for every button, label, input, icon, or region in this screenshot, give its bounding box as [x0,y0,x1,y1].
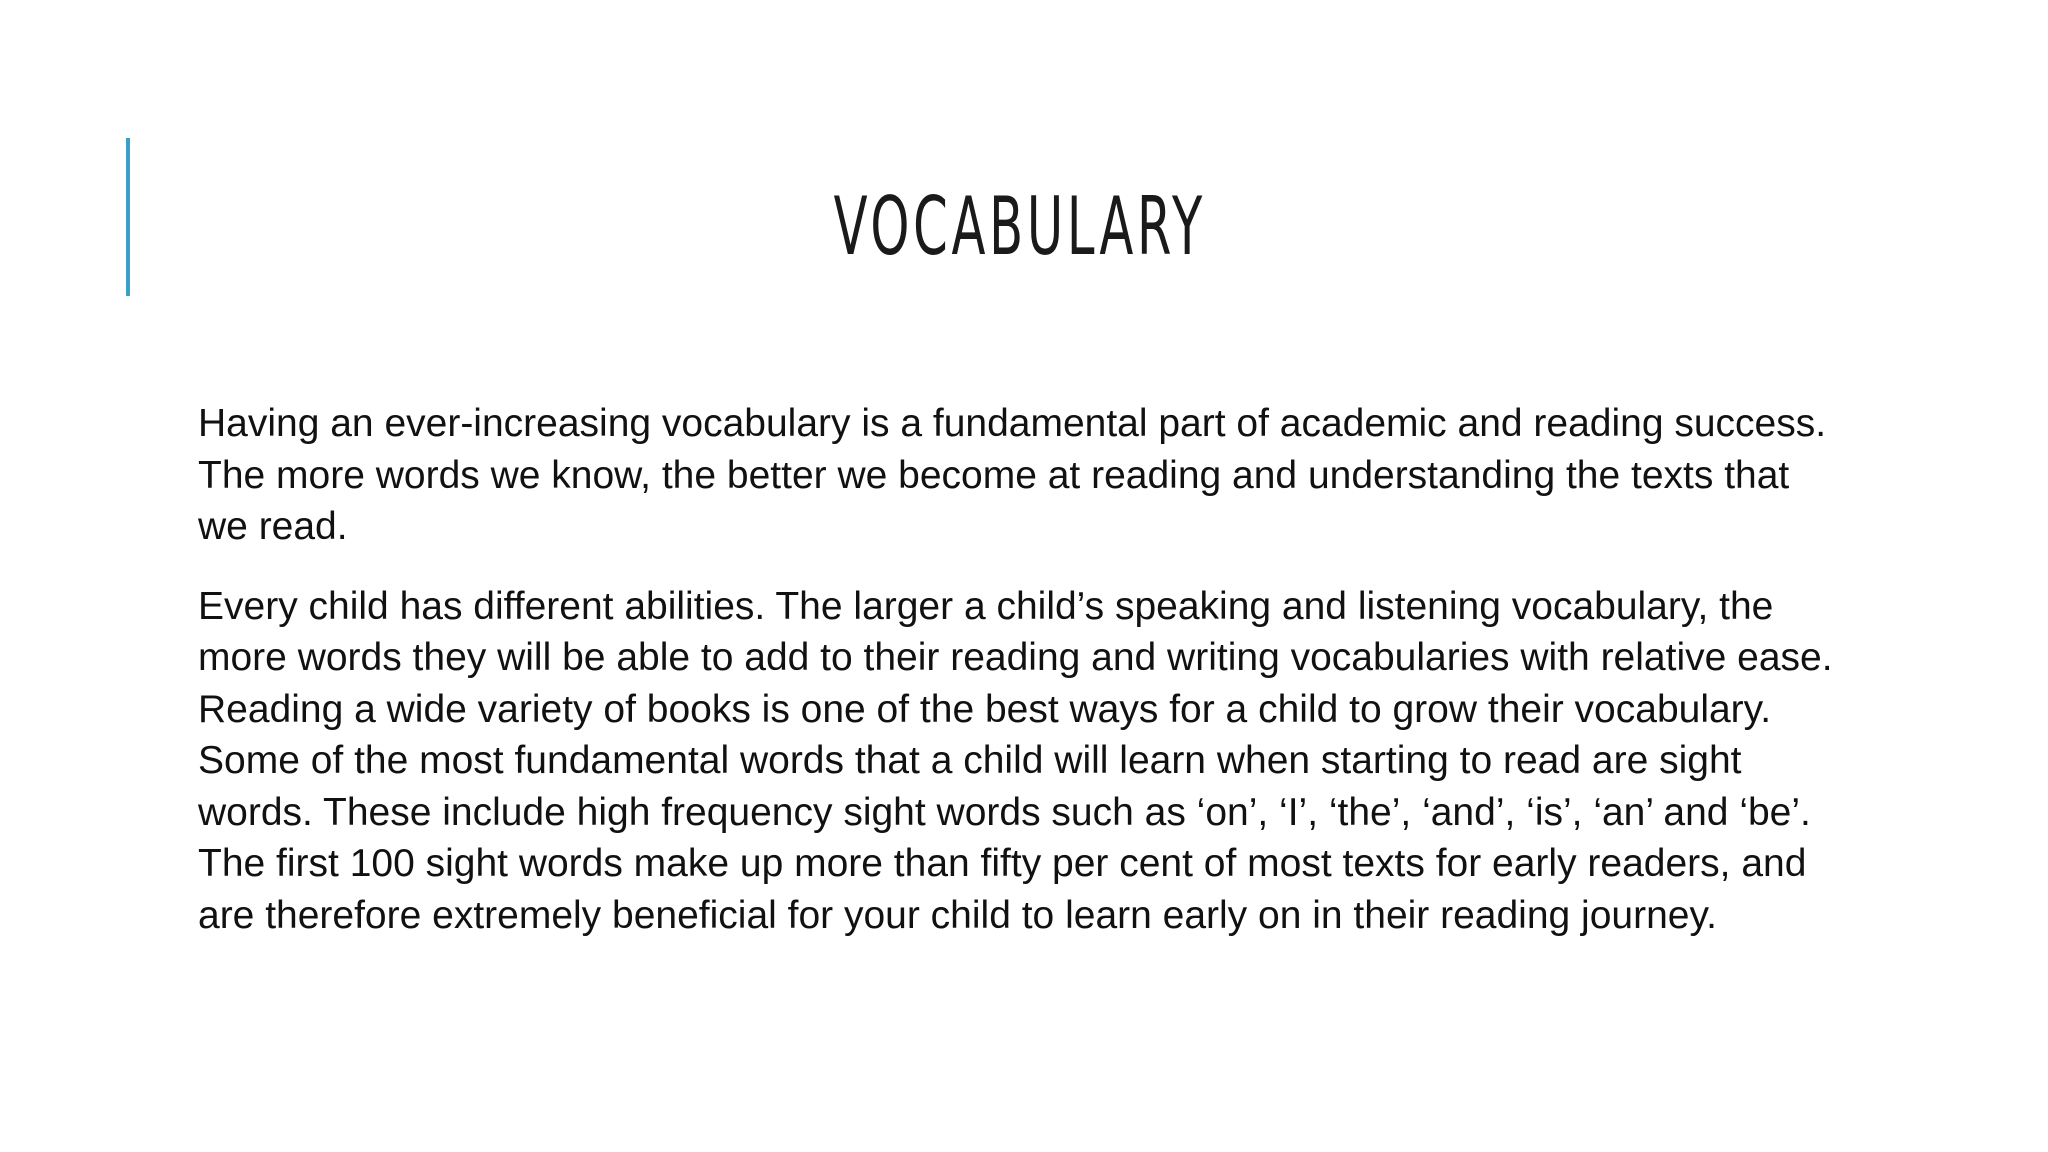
paragraph-2: Every child has different abilities. The larger a child’s speaking and listening vocabulary, the more words they will be able to add to their reading and writing vocabularies with relative ease. Reading a wide variety of books is one of the best ways for a child to grow their vocabulary. Some of the most fundamental words that a child will learn when starting to read are sight words. These include high frequency sight words such as ‘on’, ‘I’, ‘the’, ‘and’, ‘is’, ‘an’ and ‘be’. The first 100 sight words make up more than fifty per cent of most texts for early readers, and are therefore extremely beneficial for your child to learn early on in their reading journey. [198,584,1833,937]
slide-title: VOCABULARY [833,180,1207,273]
slide-body [198,398,1848,969]
title-accent-bar [126,138,130,296]
paragraph-1: Having an ever-increasing vocabulary is a fundamental part of academic and reading success. The more words we know, the better we become at reading and understanding the texts that we read. [198,402,1827,548]
